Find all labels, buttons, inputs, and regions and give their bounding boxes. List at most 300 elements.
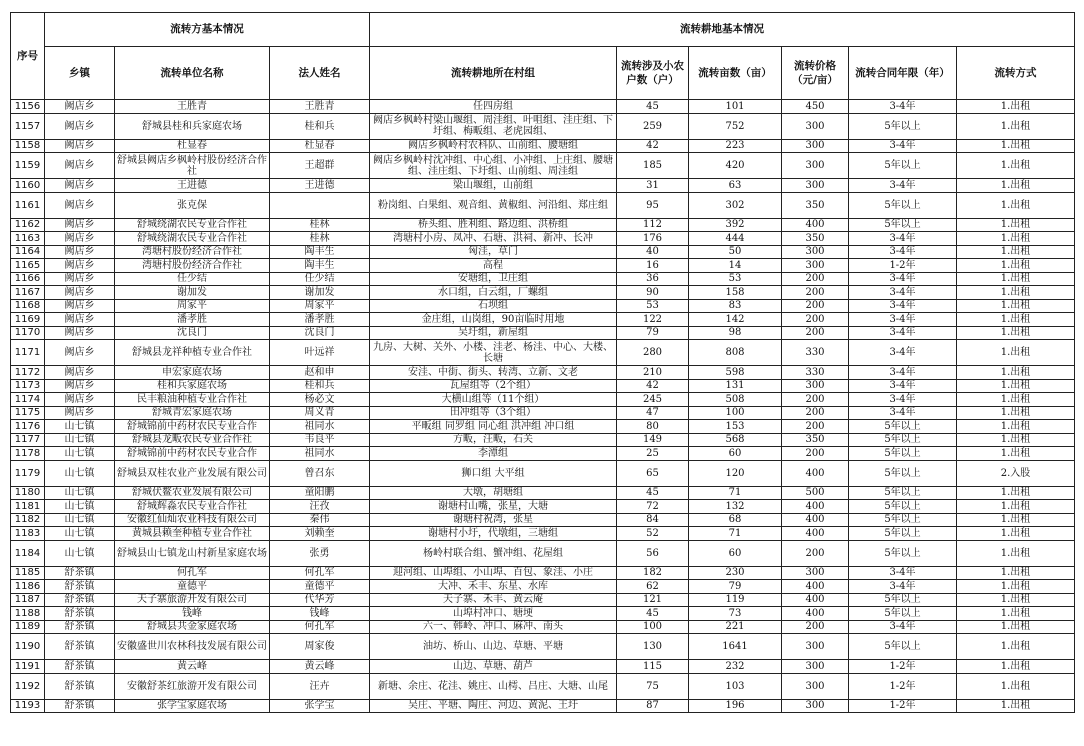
cell-town: 阙店乡	[45, 326, 115, 340]
cell-mode: 1.出租	[957, 259, 1075, 273]
cell-mode: 2.入股	[957, 460, 1075, 486]
cell-town: 山七镇	[45, 420, 115, 434]
cell-legal: 桂林	[270, 232, 370, 246]
cell-village: 狮口组 大平组	[370, 460, 617, 486]
header-term: 流转合同年限（年）	[849, 47, 957, 100]
cell-term: 5年以上	[849, 218, 957, 232]
cell-village: 大冲、禾丰、东星、水库	[370, 580, 617, 594]
header-group-transferee: 流转方基本情况	[45, 13, 370, 47]
cell-price: 400	[782, 513, 849, 527]
cell-unit: 王进德	[115, 179, 270, 193]
cell-area: 568	[689, 433, 782, 447]
cell-area: 14	[689, 259, 782, 273]
cell-area: 68	[689, 513, 782, 527]
cell-term: 5年以上	[849, 593, 957, 607]
cell-mode: 1.出租	[957, 699, 1075, 713]
cell-unit: 舒城绕湖农民专业合作社	[115, 232, 270, 246]
cell-price: 400	[782, 527, 849, 541]
cell-term: 5年以上	[849, 540, 957, 566]
cell-area: 63	[689, 179, 782, 193]
cell-seq: 1165	[11, 259, 45, 273]
cell-town: 山七镇	[45, 513, 115, 527]
cell-village: 天子寨、禾丰、黄云庵	[370, 593, 617, 607]
cell-households: 52	[617, 527, 689, 541]
cell-households: 62	[617, 580, 689, 594]
cell-town: 舒茶镇	[45, 699, 115, 713]
cell-area: 598	[689, 366, 782, 380]
table-row	[11, 660, 1075, 674]
cell-households: 25	[617, 447, 689, 461]
cell-village: 石坝组	[370, 299, 617, 313]
cell-town: 阙店乡	[45, 313, 115, 327]
cell-price: 300	[782, 673, 849, 699]
cell-price: 400	[782, 500, 849, 514]
cell-town: 阙店乡	[45, 366, 115, 380]
cell-term: 5年以上	[849, 460, 957, 486]
table-row	[11, 433, 1075, 447]
cell-unit: 舒城青宏家庭农场	[115, 406, 270, 420]
table-row	[11, 500, 1075, 514]
cell-price: 200	[782, 447, 849, 461]
cell-town: 阙店乡	[45, 299, 115, 313]
cell-legal: 王进德	[270, 179, 370, 193]
table-row	[11, 634, 1075, 660]
cell-households: 42	[617, 139, 689, 153]
cell-seq: 1180	[11, 486, 45, 500]
cell-mode: 1.出租	[957, 218, 1075, 232]
cell-village: 水口组，白云组，厂螺组	[370, 286, 617, 300]
cell-seq: 1166	[11, 272, 45, 286]
cell-unit: 安徽红仙灿农业科技有限公司	[115, 513, 270, 527]
cell-area: 100	[689, 406, 782, 420]
cell-households: 100	[617, 620, 689, 634]
cell-price: 500	[782, 486, 849, 500]
cell-unit: 黄城县赖奎种植专业合作社	[115, 527, 270, 541]
cell-mode: 1.出租	[957, 607, 1075, 621]
cell-seq: 1171	[11, 340, 45, 366]
cell-legal: 代华芳	[270, 593, 370, 607]
cell-households: 80	[617, 420, 689, 434]
cell-unit: 潘孝胜	[115, 313, 270, 327]
cell-village: 任四房组	[370, 100, 617, 114]
cell-unit: 杜显春	[115, 139, 270, 153]
cell-price: 200	[782, 313, 849, 327]
cell-mode: 1.出租	[957, 179, 1075, 193]
cell-village: 大墩，胡塘组	[370, 486, 617, 500]
cell-mode: 1.出租	[957, 447, 1075, 461]
header-price: 流转价格（元/亩）	[782, 47, 849, 100]
cell-households: 16	[617, 259, 689, 273]
cell-town: 阙店乡	[45, 286, 115, 300]
cell-village: 山埠村冲口、塘埂	[370, 607, 617, 621]
cell-seq: 1164	[11, 245, 45, 259]
cell-town: 舒茶镇	[45, 673, 115, 699]
cell-legal: 何孔军	[270, 620, 370, 634]
cell-town: 舒茶镇	[45, 634, 115, 660]
table-row	[11, 486, 1075, 500]
cell-legal: 韦良平	[270, 433, 370, 447]
cell-households: 75	[617, 673, 689, 699]
cell-area: 508	[689, 393, 782, 407]
cell-term: 3-4年	[849, 232, 957, 246]
cell-unit: 舒城县双桂农业产业发展有限公司	[115, 460, 270, 486]
cell-term: 1-2年	[849, 259, 957, 273]
cell-term: 5年以上	[849, 192, 957, 218]
cell-households: 112	[617, 218, 689, 232]
cell-mode: 1.出租	[957, 232, 1075, 246]
cell-town: 舒茶镇	[45, 566, 115, 580]
cell-mode: 1.出租	[957, 272, 1075, 286]
cell-town: 舒茶镇	[45, 620, 115, 634]
table-row	[11, 393, 1075, 407]
cell-area: 302	[689, 192, 782, 218]
cell-legal: 钱峰	[270, 607, 370, 621]
cell-town: 阙店乡	[45, 139, 115, 153]
cell-town: 阙店乡	[45, 393, 115, 407]
cell-town: 山七镇	[45, 540, 115, 566]
cell-area: 808	[689, 340, 782, 366]
cell-village: 瓦屋组等（2个组）	[370, 379, 617, 393]
cell-seq: 1184	[11, 540, 45, 566]
cell-households: 90	[617, 286, 689, 300]
cell-households: 45	[617, 486, 689, 500]
cell-households: 72	[617, 500, 689, 514]
cell-price: 300	[782, 139, 849, 153]
cell-households: 87	[617, 699, 689, 713]
cell-seq: 1173	[11, 379, 45, 393]
cell-term: 1-2年	[849, 673, 957, 699]
cell-term: 5年以上	[849, 607, 957, 621]
table-row	[11, 406, 1075, 420]
cell-town: 山七镇	[45, 486, 115, 500]
cell-term: 5年以上	[849, 153, 957, 179]
cell-price: 200	[782, 272, 849, 286]
cell-mode: 1.出租	[957, 673, 1075, 699]
cell-village: 吴圩组，新屋组	[370, 326, 617, 340]
cell-unit: 沈良门	[115, 326, 270, 340]
cell-legal: 周家俊	[270, 634, 370, 660]
cell-term: 3-4年	[849, 326, 957, 340]
cell-price: 200	[782, 420, 849, 434]
cell-legal: 桂林	[270, 218, 370, 232]
cell-seq: 1157	[11, 113, 45, 139]
cell-unit: 桂和兵家庭农场	[115, 379, 270, 393]
cell-village: 方畈，汪畈，石关	[370, 433, 617, 447]
cell-town: 舒茶镇	[45, 580, 115, 594]
header-town: 乡镇	[45, 47, 115, 100]
cell-legal: 黄云峰	[270, 660, 370, 674]
cell-households: 45	[617, 607, 689, 621]
cell-legal: 曾召东	[270, 460, 370, 486]
cell-area: 221	[689, 620, 782, 634]
cell-term: 5年以上	[849, 634, 957, 660]
cell-village: 阙店乡枫岭村农科队、山前组、腰塘组	[370, 139, 617, 153]
cell-unit: 舒城县桂和兵家庭农场	[115, 113, 270, 139]
cell-area: 230	[689, 566, 782, 580]
table-row	[11, 313, 1075, 327]
cell-unit: 任少结	[115, 272, 270, 286]
cell-mode: 1.出租	[957, 192, 1075, 218]
cell-seq: 1185	[11, 566, 45, 580]
header-households: 流转涉及小农户数（户）	[617, 47, 689, 100]
cell-mode: 1.出租	[957, 245, 1075, 259]
cell-area: 50	[689, 245, 782, 259]
header-area: 流转亩数（亩）	[689, 47, 782, 100]
table-row	[11, 218, 1075, 232]
cell-area: 83	[689, 299, 782, 313]
cell-legal: 汪卉	[270, 673, 370, 699]
cell-area: 60	[689, 447, 782, 461]
table-row	[11, 153, 1075, 179]
cell-village: 高程	[370, 259, 617, 273]
cell-legal: 张学宝	[270, 699, 370, 713]
cell-price: 400	[782, 607, 849, 621]
cell-seq: 1163	[11, 232, 45, 246]
cell-legal: 叶远祥	[270, 340, 370, 366]
cell-town: 阙店乡	[45, 379, 115, 393]
table-row	[11, 566, 1075, 580]
cell-legal: 王超群	[270, 153, 370, 179]
cell-mode: 1.出租	[957, 406, 1075, 420]
table-row	[11, 139, 1075, 153]
cell-households: 42	[617, 379, 689, 393]
cell-unit: 舒城锦前中药材农民专业合作	[115, 447, 270, 461]
cell-term: 1-2年	[849, 660, 957, 674]
cell-households: 210	[617, 366, 689, 380]
cell-legal: 刘赖奎	[270, 527, 370, 541]
cell-households: 36	[617, 272, 689, 286]
cell-legal	[270, 192, 370, 218]
table-row	[11, 366, 1075, 380]
table-row	[11, 100, 1075, 114]
cell-village: 梁山堰组，山前组	[370, 179, 617, 193]
cell-households: 56	[617, 540, 689, 566]
cell-town: 阙店乡	[45, 100, 115, 114]
cell-town: 舒茶镇	[45, 607, 115, 621]
cell-mode: 1.出租	[957, 100, 1075, 114]
cell-unit: 舒城县共金家庭农场	[115, 620, 270, 634]
cell-price: 200	[782, 406, 849, 420]
cell-area: 60	[689, 540, 782, 566]
cell-seq: 1156	[11, 100, 45, 114]
cell-households: 121	[617, 593, 689, 607]
table-header	[11, 13, 1075, 100]
cell-price: 200	[782, 620, 849, 634]
cell-area: 71	[689, 527, 782, 541]
header-unit: 流转单位名称	[115, 47, 270, 100]
header-village: 流转耕地所在村组	[370, 47, 617, 100]
cell-mode: 1.出租	[957, 580, 1075, 594]
cell-term: 3-4年	[849, 340, 957, 366]
cell-town: 阙店乡	[45, 340, 115, 366]
cell-village: 九房、大树、关外、小楼、洼老、杨洼、中心、大楼、长塘	[370, 340, 617, 366]
cell-unit: 舒城县山七镇龙山村新星家庭农场	[115, 540, 270, 566]
cell-area: 98	[689, 326, 782, 340]
cell-term: 3-4年	[849, 566, 957, 580]
cell-households: 115	[617, 660, 689, 674]
cell-village: 吴庄、平塘、陶庄、河边、黄泥、王圩	[370, 699, 617, 713]
cell-mode: 1.出租	[957, 620, 1075, 634]
table-row	[11, 513, 1075, 527]
cell-area: 232	[689, 660, 782, 674]
cell-unit: 舒城辉淼农民专业合作社	[115, 500, 270, 514]
table-row	[11, 580, 1075, 594]
table-row	[11, 620, 1075, 634]
cell-legal: 祖同水	[270, 447, 370, 461]
cell-term: 3-4年	[849, 393, 957, 407]
cell-price: 200	[782, 326, 849, 340]
cell-area: 132	[689, 500, 782, 514]
cell-village: 田冲组等（3个组）	[370, 406, 617, 420]
cell-mode: 1.出租	[957, 433, 1075, 447]
cell-town: 阙店乡	[45, 218, 115, 232]
cell-village: 李潭组	[370, 447, 617, 461]
cell-unit: 张克保	[115, 192, 270, 218]
cell-seq: 1169	[11, 313, 45, 327]
cell-term: 5年以上	[849, 486, 957, 500]
cell-village: 谢塘村小圩，代墩组，三塘组	[370, 527, 617, 541]
cell-mode: 1.出租	[957, 660, 1075, 674]
table-row	[11, 232, 1075, 246]
cell-unit: 谢加发	[115, 286, 270, 300]
cell-seq: 1161	[11, 192, 45, 218]
cell-term: 3-4年	[849, 139, 957, 153]
cell-town: 山七镇	[45, 433, 115, 447]
table-row	[11, 447, 1075, 461]
cell-mode: 1.出租	[957, 566, 1075, 580]
cell-village: 山边、草塘、葫芦	[370, 660, 617, 674]
cell-unit: 湾塘村股份经济合作社	[115, 245, 270, 259]
cell-price: 300	[782, 634, 849, 660]
cell-mode: 1.出租	[957, 139, 1075, 153]
cell-unit: 舒城县龙祥种植专业合作社	[115, 340, 270, 366]
cell-town: 阙店乡	[45, 153, 115, 179]
cell-households: 149	[617, 433, 689, 447]
cell-village: 安洼、中街、街头、转湾、立新、文老	[370, 366, 617, 380]
cell-area: 131	[689, 379, 782, 393]
header-group-farmland: 流转耕地基本情况	[370, 13, 1075, 47]
table-row	[11, 299, 1075, 313]
cell-legal: 桂和兵	[270, 379, 370, 393]
cell-unit: 王胜青	[115, 100, 270, 114]
cell-term: 5年以上	[849, 113, 957, 139]
cell-area: 223	[689, 139, 782, 153]
cell-price: 300	[782, 179, 849, 193]
table-row	[11, 379, 1075, 393]
cell-term: 3-4年	[849, 299, 957, 313]
cell-area: 101	[689, 100, 782, 114]
table-row	[11, 179, 1075, 193]
cell-legal: 潘孝胜	[270, 313, 370, 327]
cell-seq: 1188	[11, 607, 45, 621]
cell-households: 130	[617, 634, 689, 660]
cell-households: 280	[617, 340, 689, 366]
cell-legal: 杜显春	[270, 139, 370, 153]
cell-term: 3-4年	[849, 286, 957, 300]
cell-term: 5年以上	[849, 433, 957, 447]
cell-price: 300	[782, 153, 849, 179]
cell-term: 3-4年	[849, 179, 957, 193]
cell-unit: 张学宝家庭农场	[115, 699, 270, 713]
cell-households: 185	[617, 153, 689, 179]
cell-village: 平畈组 同罗组 同心组 洪冲组 冲口组	[370, 420, 617, 434]
cell-seq: 1170	[11, 326, 45, 340]
cell-unit: 申宏家庭农场	[115, 366, 270, 380]
cell-mode: 1.出租	[957, 513, 1075, 527]
cell-seq: 1181	[11, 500, 45, 514]
cell-households: 122	[617, 313, 689, 327]
cell-seq: 1168	[11, 299, 45, 313]
cell-town: 阙店乡	[45, 406, 115, 420]
cell-legal: 桂和兵	[270, 113, 370, 139]
cell-area: 1641	[689, 634, 782, 660]
cell-area: 103	[689, 673, 782, 699]
cell-area: 158	[689, 286, 782, 300]
cell-unit: 童德平	[115, 580, 270, 594]
cell-price: 330	[782, 340, 849, 366]
cell-households: 79	[617, 326, 689, 340]
table-row	[11, 527, 1075, 541]
cell-price: 200	[782, 286, 849, 300]
table-row	[11, 245, 1075, 259]
cell-households: 31	[617, 179, 689, 193]
cell-mode: 1.出租	[957, 393, 1075, 407]
cell-area: 196	[689, 699, 782, 713]
cell-village: 油坊、桥山、山边、草塘、平塘	[370, 634, 617, 660]
cell-mode: 1.出租	[957, 366, 1075, 380]
cell-term: 3-4年	[849, 620, 957, 634]
cell-town: 阙店乡	[45, 259, 115, 273]
cell-town: 山七镇	[45, 500, 115, 514]
cell-area: 392	[689, 218, 782, 232]
cell-village: 迎河组、山埠组、小山埠、百包、象洼、小庄	[370, 566, 617, 580]
cell-term: 3-4年	[849, 366, 957, 380]
cell-households: 47	[617, 406, 689, 420]
cell-unit: 舒城锦前中药材农民专业合作	[115, 420, 270, 434]
cell-term: 5年以上	[849, 447, 957, 461]
cell-seq: 1174	[11, 393, 45, 407]
cell-unit: 钱峰	[115, 607, 270, 621]
cell-mode: 1.出租	[957, 113, 1075, 139]
table-row	[11, 286, 1075, 300]
cell-village: 金庄组，山岗组，90亩临时用地	[370, 313, 617, 327]
cell-price: 400	[782, 460, 849, 486]
cell-term: 5年以上	[849, 513, 957, 527]
cell-mode: 1.出租	[957, 340, 1075, 366]
cell-seq: 1176	[11, 420, 45, 434]
cell-unit: 黄云峰	[115, 660, 270, 674]
cell-price: 300	[782, 379, 849, 393]
table-body	[11, 100, 1075, 713]
cell-seq: 1177	[11, 433, 45, 447]
cell-price: 350	[782, 232, 849, 246]
cell-village: 六一、韩岭、冲口、麻冲、南头	[370, 620, 617, 634]
cell-seq: 1182	[11, 513, 45, 527]
cell-legal: 任少结	[270, 272, 370, 286]
cell-area: 73	[689, 607, 782, 621]
cell-legal: 周义青	[270, 406, 370, 420]
cell-term: 3-4年	[849, 245, 957, 259]
cell-price: 300	[782, 113, 849, 139]
table-row	[11, 593, 1075, 607]
cell-mode: 1.出租	[957, 593, 1075, 607]
cell-households: 45	[617, 100, 689, 114]
cell-term: 1-2年	[849, 699, 957, 713]
cell-area: 142	[689, 313, 782, 327]
cell-term: 3-4年	[849, 100, 957, 114]
cell-seq: 1183	[11, 527, 45, 541]
cell-unit: 舒城县阙店乡枫岭村股份经济合作社	[115, 153, 270, 179]
